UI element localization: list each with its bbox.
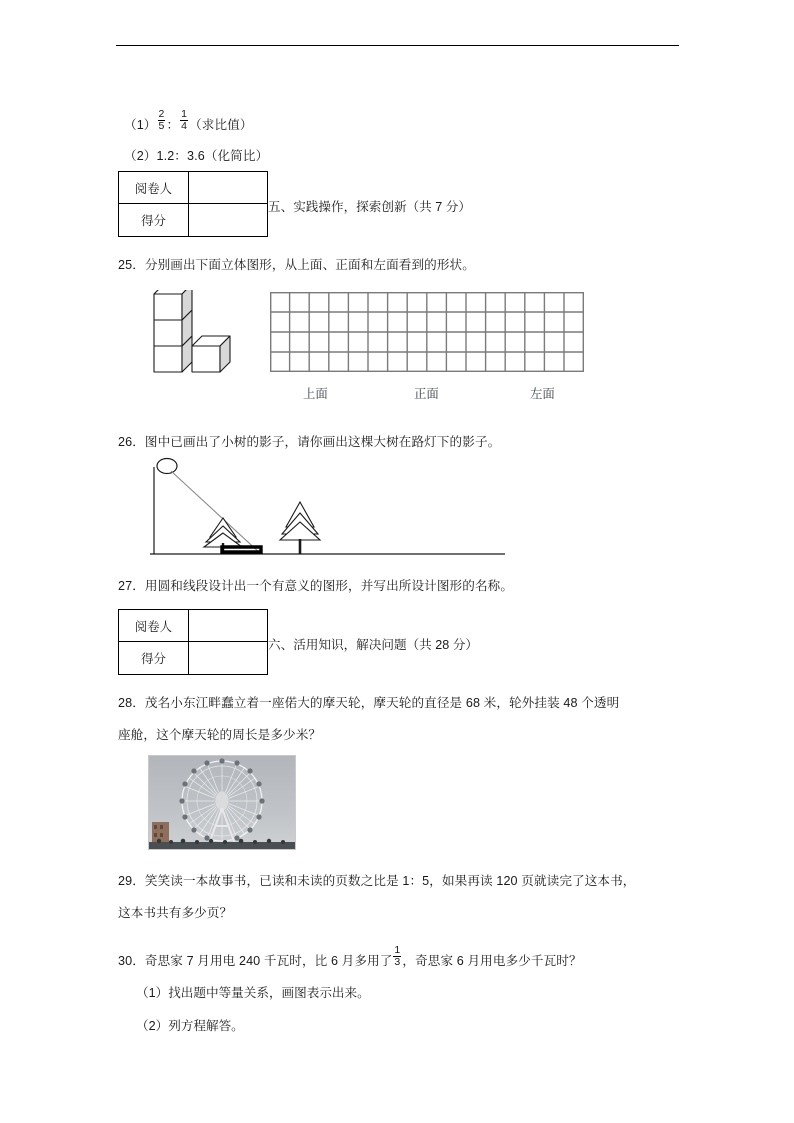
question-27-text: 27．用圆和线段设计出一个有意义的图形，并写出所设计图形的名称。 [118,579,514,593]
question-25-text: 25．分别画出下面立体图形，从上面、正面和左面看到的形状。 [118,258,475,272]
carryover-item-1-prefix: （1） [124,117,157,132]
question-29-line-1: 29．笑笑读一本故事书，已读和未读的页数之比是 1：5，如果再读 120 页就读完了这本书， [118,874,636,888]
score-input-cell[interactable] [189,642,267,674]
solid-figure-cubes [140,290,250,380]
question-30-text [118,944,582,974]
fraction-two-fifths [158,109,166,132]
carryover-item-2: （2）1.2：3.6（化简比） [124,149,269,163]
carryover-item-1-colon: ： [166,117,180,132]
grader-input-cell[interactable] [189,610,267,641]
question-30-sub-1: （1）找出题中等量关系，画图表示出来。 [136,986,370,1000]
ferris-wheel-photo [148,755,296,850]
question-26-text: 26．图中已画出了小树的影子，请你画出这棵大树在路灯下的影子。 [118,435,501,449]
score-label: 得分 [119,204,189,236]
question-28-line-1: 28．茂名小东江畔蠢立着一座偌大的摩天轮，摩天轮的直径是 68 米，轮外挂装 48 个透明 [118,696,620,710]
score-box-section-5 [118,171,268,237]
ferris-wheel-photo-svg [149,756,295,849]
fraction-numerator: 2 [158,108,165,120]
answer-grid[interactable] [270,292,584,377]
question-28-line-2: 座舱，这个摩天轮的周长是多少米？ [118,728,322,742]
section-heading-6: 六、活用知识，解决问题（共 28 分） [268,638,478,652]
score-box-row-grader [119,610,267,642]
fraction-denominator: 5 [158,120,165,133]
question-29-line-2: 这本书共有多少页？ [118,906,233,920]
fraction-denominator: 3 [394,956,401,969]
header-rule [116,45,679,46]
grader-label: 阅卷人 [119,172,189,203]
answer-grid-svg [270,292,584,372]
score-box-section-6 [118,609,268,675]
score-label: 得分 [119,642,189,674]
question-30-suffix: ，奇思家 6 月用电多少千瓦时？ [402,953,582,968]
section-heading-5: 五、实践操作，探索创新（共 7 分） [268,200,471,214]
grader-label: 阅卷人 [119,610,189,641]
grid-label-top-view: 上面 [303,387,328,401]
fraction-one-third [393,945,401,968]
question-30-sub-2: （2）列方程解答。 [136,1019,244,1033]
street-lamp-scene-svg [130,455,510,570]
score-box-row-score [119,204,267,236]
fraction-numerator: 1 [394,944,401,956]
carryover-item-1 [124,108,253,138]
question-30-prefix: 30．奇思家 7 月用电 240 千瓦时，比 6 月多用了 [118,953,393,968]
score-input-cell[interactable] [189,204,267,236]
grader-input-cell[interactable] [189,172,267,203]
fraction-one-quarter [180,109,188,132]
score-box-row-grader [119,172,267,204]
fraction-numerator: 1 [181,108,188,120]
fraction-denominator: 4 [181,120,188,133]
small-tree [204,518,242,547]
street-lamp-scene [130,455,510,570]
big-tree [280,502,320,540]
grid-label-left-view: 左面 [530,387,555,401]
grid-label-front-view: 正面 [414,387,439,401]
carryover-item-1-suffix: （求比值） [189,117,253,132]
solid-figure-svg [140,290,250,380]
score-box-row-score [119,642,267,674]
